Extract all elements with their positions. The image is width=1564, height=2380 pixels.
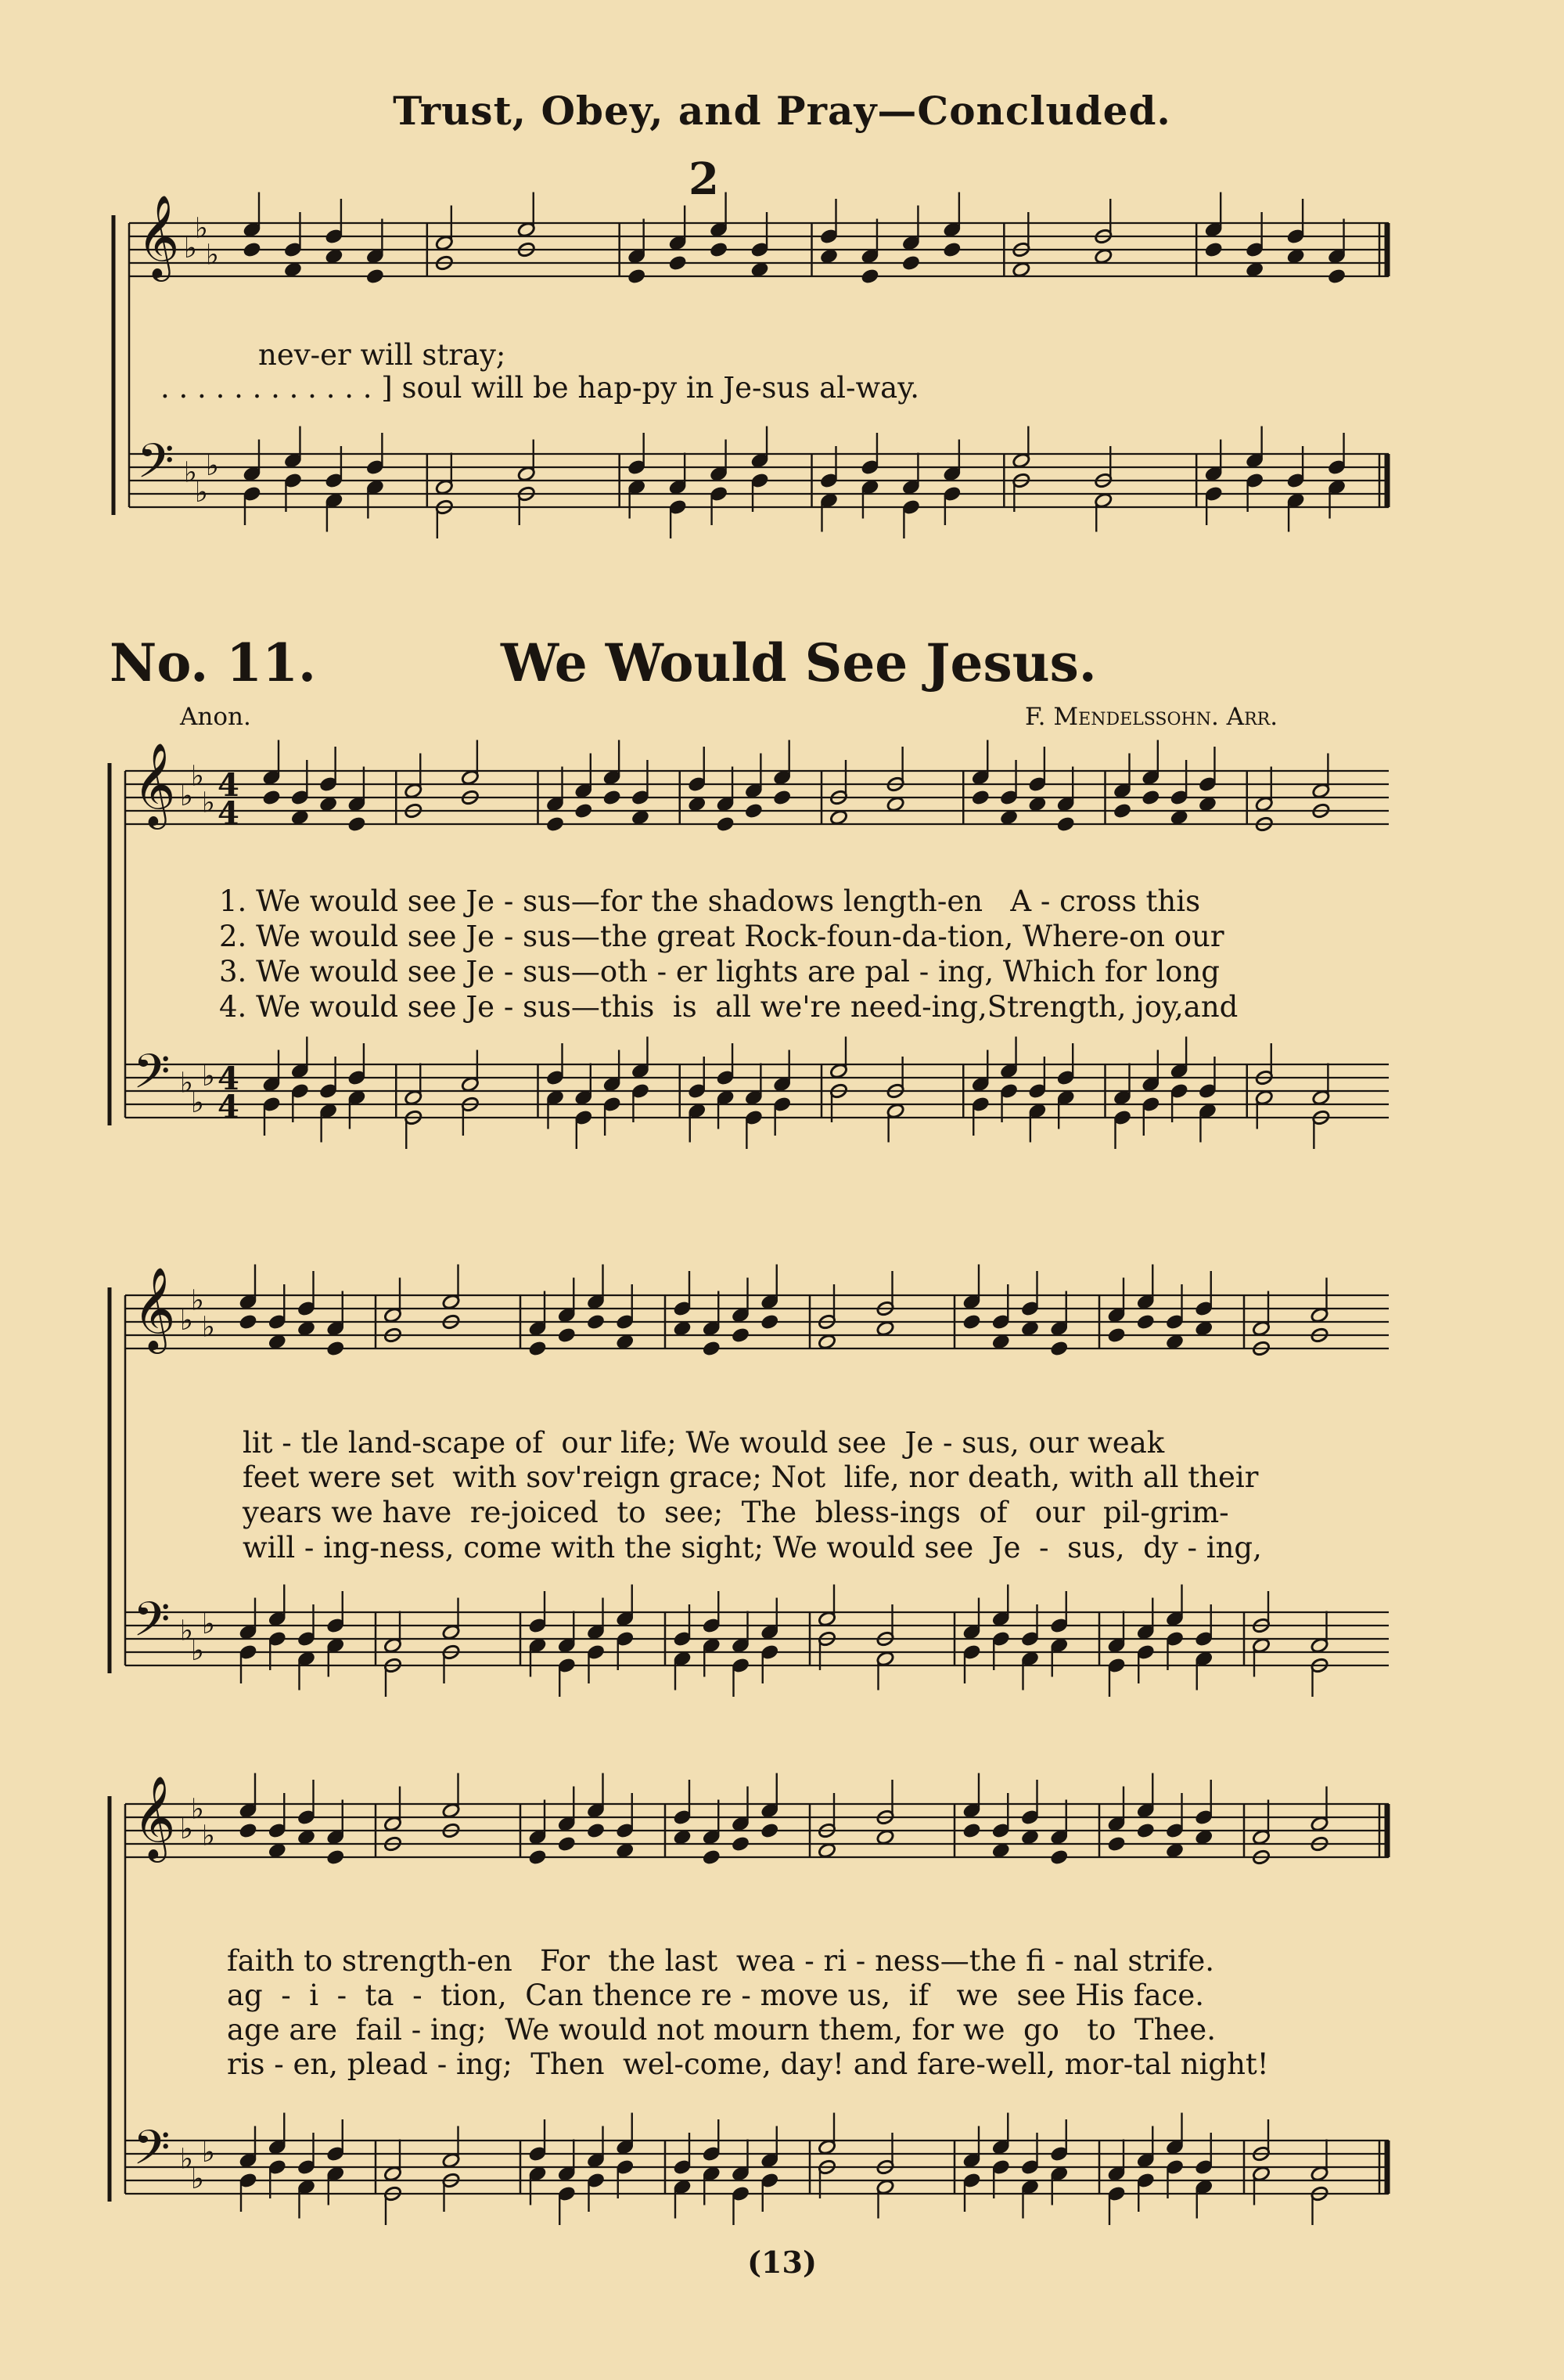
lyric-s2-v1: lit - tle land-scape of our life; We would see Je - sus, our weak	[243, 1426, 1165, 1460]
prev-lyric-line-2: . . . . . . . . . . . . ] soul will be hap-py in Je-sus al-way.	[160, 371, 919, 405]
time-sig: 4	[218, 767, 239, 804]
prev-lyric-line-1: nev-er will stray;	[258, 338, 506, 372]
note-head	[710, 241, 728, 257]
note-head	[991, 1842, 1010, 1859]
time-sig: 4	[218, 795, 239, 832]
note-head	[586, 1822, 605, 1838]
note-head	[818, 1334, 836, 1350]
note-head	[829, 809, 848, 826]
note-head	[297, 1320, 315, 1337]
lyric-s3-v2: ag - i - ta - tion, Can thence re - move us, if we see His face.	[227, 1979, 1205, 2012]
flat-sign: ♭	[195, 477, 208, 509]
note-head	[673, 1320, 692, 1337]
page-header-title: Trust, Obey, and Pray—Concluded.	[393, 88, 1171, 134]
note-head	[1107, 1835, 1126, 1852]
lyric-s2-v2: feet were set with sov'reign grace; Not life, nor death, with all their	[243, 1460, 1259, 1494]
lyric-s1-v4: 4. We would see Je - sus—this is all we're need-ing,Strength, joy,and	[219, 990, 1239, 1024]
bass-clef: 𝄢	[133, 1044, 171, 1111]
time-sig: 4	[218, 1060, 239, 1097]
note-head	[1056, 816, 1075, 832]
lyric-s3-v4: ris - en, plead - ing; Then wel-come, day! and fare-well, mor-tal night!	[227, 2047, 1269, 2081]
note-head	[1012, 261, 1030, 278]
note-head	[875, 1320, 894, 1337]
note-head	[760, 1313, 779, 1330]
note-head	[1094, 248, 1113, 265]
hymn-title: We Would See Jesus.	[501, 632, 1097, 693]
flat-sign: ♭	[180, 780, 193, 812]
note-head	[1020, 1320, 1039, 1337]
note-head	[1020, 1829, 1039, 1845]
note-head	[268, 1334, 286, 1350]
flat-sign: ♭	[191, 1087, 204, 1119]
note-head	[557, 1835, 576, 1852]
note-head	[326, 1340, 345, 1356]
note-head	[875, 1829, 894, 1845]
note-head	[773, 789, 792, 805]
lyric-s3-v1: faith to strength-en For the last wea - ri - ness—the fi - nal strife.	[227, 1944, 1215, 1978]
note-head	[326, 1849, 345, 1865]
flat-sign: ♭	[180, 1067, 193, 1100]
lyric-s1-v3: 3. We would see Je - sus—oth - er lights are pal - ing, Which for long	[219, 955, 1220, 988]
note-head	[668, 254, 687, 271]
flat-sign: ♭	[191, 1793, 204, 1826]
lyric-s2-v3: years we have re-joiced to see; The bless-ings of our pil-grim-	[243, 1496, 1229, 1529]
note-head	[744, 802, 763, 819]
flat-sign: ♭	[202, 1311, 215, 1344]
note-head	[616, 1842, 635, 1859]
note-head	[347, 816, 366, 832]
note-head	[262, 789, 281, 805]
note-head	[901, 254, 920, 271]
flat-sign: ♭	[191, 2163, 204, 2195]
bass-clef: 𝄢	[137, 434, 174, 501]
note-head	[819, 248, 838, 265]
flat-sign: ♭	[202, 1608, 215, 1640]
note-head	[631, 809, 649, 826]
bass-clef: 𝄢	[133, 1592, 171, 1659]
flat-sign: ♭	[180, 1305, 193, 1337]
time-sig: 4	[218, 1089, 239, 1125]
flat-sign: ♭	[184, 232, 197, 265]
note-head	[325, 248, 343, 265]
note-head	[1136, 1822, 1155, 1838]
note-head	[1198, 796, 1217, 812]
note-head	[545, 816, 564, 832]
note-head	[818, 1842, 836, 1859]
note-head	[1195, 1829, 1213, 1845]
note-head	[616, 1334, 635, 1350]
note-head	[702, 1849, 721, 1865]
note-head	[243, 241, 261, 257]
treble-clef: 𝄞	[133, 1266, 176, 1350]
note-head	[760, 1822, 779, 1838]
note-head	[1204, 241, 1223, 257]
flat-sign: ♭	[202, 1060, 215, 1093]
note-head	[1165, 1842, 1184, 1859]
treble-clef: 𝄞	[133, 742, 176, 826]
lyric-s1-v2: 2. We would see Je - sus—the great Rock-foun-da-tion, Where-on our	[219, 920, 1224, 953]
note-head	[586, 1313, 605, 1330]
note-head	[688, 796, 706, 812]
note-head	[861, 268, 879, 284]
note-head	[1050, 1849, 1069, 1865]
note-head	[1328, 268, 1346, 284]
note-head	[319, 796, 338, 812]
flat-sign: ♭	[206, 239, 219, 272]
flat-sign: ♭	[202, 2137, 215, 2169]
flat-sign: ♭	[180, 1813, 193, 1845]
flat-sign: ♭	[191, 1284, 204, 1317]
note-head	[886, 796, 905, 812]
note-head	[962, 1313, 981, 1330]
flat-sign: ♭	[202, 787, 215, 819]
note-head	[971, 789, 990, 805]
flat-sign: ♭	[195, 212, 208, 245]
flat-sign: ♭	[202, 1820, 215, 1853]
flat-sign: ♭	[180, 1615, 193, 1647]
note-head	[365, 268, 384, 284]
note-head	[702, 1340, 721, 1356]
lyric-s3-v3: age are fail - ing; We would not mourn them, for we go to Thee.	[227, 2013, 1216, 2047]
lyric-s1-v1: 1. We would see Je - sus—for the shadows length-en A - cross this	[219, 884, 1201, 918]
note-head	[943, 241, 962, 257]
note-head	[962, 1822, 981, 1838]
note-head	[731, 1835, 750, 1852]
note-head	[1286, 248, 1305, 265]
note-head	[1107, 1327, 1126, 1343]
note-head	[1246, 261, 1264, 278]
note-head	[627, 268, 646, 284]
note-head	[528, 1340, 547, 1356]
note-head	[297, 1829, 315, 1845]
note-head	[731, 1327, 750, 1343]
note-head	[1000, 809, 1019, 826]
flat-sign: ♭	[180, 2143, 193, 2176]
note-head	[239, 1822, 257, 1838]
note-head	[290, 809, 309, 826]
page-number: (13)	[747, 2245, 817, 2280]
note-head	[1195, 1320, 1213, 1337]
note-head	[750, 261, 769, 278]
bass-clef: 𝄢	[133, 2120, 171, 2187]
treble-clef: 𝄞	[137, 194, 180, 278]
verse-marker: 2	[689, 153, 719, 205]
note-head	[1170, 809, 1188, 826]
note-head	[283, 261, 302, 278]
note-head	[991, 1334, 1010, 1350]
treble-clef: 𝄞	[133, 1775, 176, 1859]
note-head	[1165, 1334, 1184, 1350]
note-head	[268, 1842, 286, 1859]
music-credit: F. Mendelssohn. Arr.	[1025, 703, 1278, 731]
note-head	[1028, 796, 1047, 812]
lyric-s2-v4: will - ing-ness, come with the sight; We would see Je - sus, dy - ing,	[243, 1531, 1262, 1564]
note-head	[528, 1849, 547, 1865]
note-head	[1113, 802, 1131, 819]
flat-sign: ♭	[191, 760, 204, 793]
note-head	[574, 802, 593, 819]
note-head	[1136, 1313, 1155, 1330]
words-credit: Anon.	[180, 703, 251, 731]
note-head	[557, 1327, 576, 1343]
flat-sign: ♭	[191, 1635, 204, 1667]
note-head	[673, 1829, 692, 1845]
note-head	[1050, 1340, 1069, 1356]
note-head	[1142, 789, 1160, 805]
hymn-number: No. 11.	[110, 632, 316, 693]
note-head	[716, 816, 735, 832]
flat-sign: ♭	[184, 456, 197, 489]
note-head	[602, 789, 621, 805]
note-head	[239, 1313, 257, 1330]
flat-sign: ♭	[206, 450, 219, 482]
